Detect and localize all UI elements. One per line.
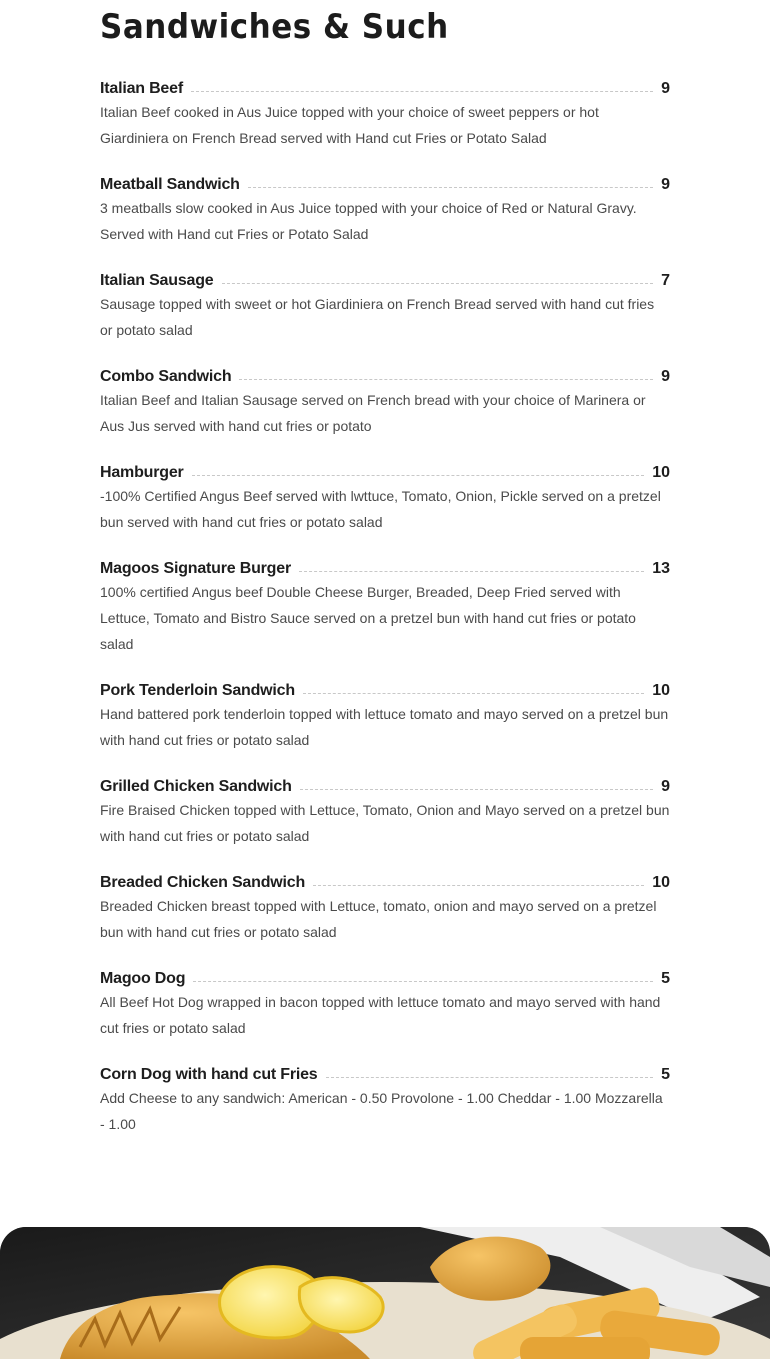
menu-item-header <box>100 458 670 482</box>
menu-item-price: 10 <box>652 682 670 699</box>
menu-item-header <box>100 554 670 578</box>
menu-item-name: Combo Sandwich <box>100 368 232 385</box>
menu-item-name: Magoo Dog <box>100 970 186 987</box>
menu-item-description: Fire Braised Chicken topped with Lettuce, Tomato, Onion and Mayo served on a pretzel bun with hand cut fries or potato salad <box>100 802 670 844</box>
menu-item-name: Italian Beef <box>100 80 183 97</box>
dotted-leader <box>191 91 653 92</box>
dotted-leader <box>326 1077 654 1078</box>
fish-and-chips-photo <box>0 1227 770 1359</box>
menu-item <box>100 676 670 753</box>
menu-item-price: 10 <box>652 464 670 481</box>
dotted-leader <box>300 789 653 790</box>
menu-item-header <box>100 266 670 290</box>
menu-item <box>100 554 670 657</box>
menu-item-description: Breaded Chicken breast topped with Lettuce, tomato, onion and mayo served on a pretzel bun with hand cut fries or potato salad <box>100 898 657 940</box>
menu-item <box>100 458 670 535</box>
menu-item <box>100 868 670 945</box>
menu-item <box>100 1060 670 1137</box>
menu-item-price: 9 <box>661 368 670 385</box>
dotted-leader <box>313 885 644 886</box>
menu-item-name: Corn Dog with hand cut Fries <box>100 1066 318 1083</box>
menu-item-header <box>100 964 670 988</box>
menu-item <box>100 964 670 1041</box>
menu-item-price: 9 <box>661 176 670 193</box>
menu-item-header <box>100 170 670 194</box>
menu-item-header <box>100 676 670 700</box>
menu-item-price: 9 <box>661 80 670 97</box>
menu-item-name: Magoos Signature Burger <box>100 560 291 577</box>
dotted-leader <box>192 475 645 476</box>
menu-item-header <box>100 868 670 892</box>
dotted-leader <box>193 981 653 982</box>
dotted-leader <box>299 571 644 572</box>
menu-items <box>100 74 670 1156</box>
menu-item <box>100 772 670 849</box>
menu-item-description: 3 meatballs slow cooked in Aus Juice topped with your choice of Red or Natural Gravy. Served with Hand cut Fries or Potato Salad <box>100 200 637 242</box>
menu-item-description: -100% Certified Angus Beef served with lwttuce, Tomato, Onion, Pickle served on a pretzel bun served with hand cut fries or potato salad <box>100 488 661 530</box>
menu-item-price: 5 <box>661 970 670 987</box>
section-title: Sandwiches & Such <box>100 8 449 47</box>
menu-item-description: Hand battered pork tenderloin topped with lettuce tomato and mayo served on a pretzel bun with hand cut fries or potato salad <box>100 706 669 748</box>
menu-item-description: Add Cheese to any sandwich: American - 0.50 Provolone - 1.00 Cheddar - 1.00 Mozzarella - 1.00 <box>100 1090 663 1132</box>
menu-item-name: Italian Sausage <box>100 272 214 289</box>
menu-item-header <box>100 1060 670 1084</box>
menu-item-name: Hamburger <box>100 464 184 481</box>
dotted-leader <box>303 693 644 694</box>
menu-item-name: Pork Tenderloin Sandwich <box>100 682 295 699</box>
menu-item-description: All Beef Hot Dog wrapped in bacon topped with lettuce tomato and mayo served with hand cut fries or potato salad <box>100 994 661 1036</box>
menu-item-header <box>100 362 670 386</box>
menu-item-description: Italian Beef cooked in Aus Juice topped with your choice of sweet peppers or hot Giardiniera on French Bread served with Hand cut Fries or Potato Salad <box>100 104 599 146</box>
menu-item-price: 10 <box>652 874 670 891</box>
menu-item-description: 100% certified Angus beef Double Cheese Burger, Breaded, Deep Fried served with Lettuce, Tomato and Bistro Sauce served on a pretzel bun with hand cut fries or potato salad <box>100 584 636 652</box>
dotted-leader <box>222 283 654 284</box>
menu-item <box>100 170 670 247</box>
menu-item-header <box>100 772 670 796</box>
menu-item-name: Grilled Chicken Sandwich <box>100 778 292 795</box>
menu-item-name: Breaded Chicken Sandwich <box>100 874 306 891</box>
menu-item-price: 13 <box>652 560 670 577</box>
menu-item <box>100 362 670 439</box>
dotted-leader <box>248 187 653 188</box>
menu-item-price: 7 <box>661 272 670 289</box>
food-photo-illustration <box>0 1227 770 1359</box>
menu-item-header <box>100 74 670 98</box>
menu-item-description: Sausage topped with sweet or hot Giardiniera on French Bread served with hand cut fries or potato salad <box>100 296 655 338</box>
french-fry <box>520 1337 650 1359</box>
menu-item-description: Italian Beef and Italian Sausage served on French bread with your choice of Marinera or Aus Jus served with hand cut fries or potato <box>100 392 646 434</box>
dotted-leader <box>239 379 653 380</box>
menu-item-name: Meatball Sandwich <box>100 176 240 193</box>
menu-item <box>100 266 670 343</box>
menu-item-price: 9 <box>661 778 670 795</box>
menu-item-price: 5 <box>661 1066 670 1083</box>
menu-item <box>100 74 670 151</box>
